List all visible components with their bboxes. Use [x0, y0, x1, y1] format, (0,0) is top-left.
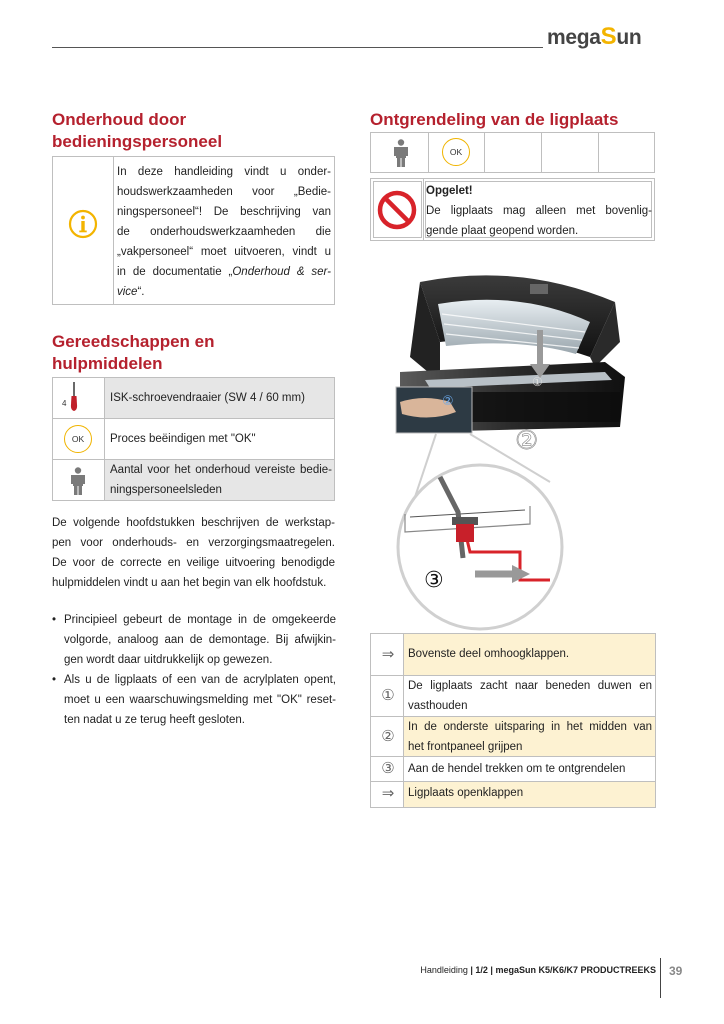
- screwdriver-size-label: 4: [62, 399, 67, 408]
- info-text: In deze handleiding vindt u onder- houdswerkzaamheden voor „Bedie- ningspersoneel“! De beschrijving van de onderhoudswerkzaamheden die „vakpersoneel“ moet uitvoeren, vindt u in de documentatie „Onderhoud & ser- vice“.: [117, 166, 331, 298]
- tool-screwdriver-text: ISK-schroevendraaier (SW 4 / 60 mm): [110, 392, 305, 404]
- step-text: In de onderste uitsparing in het midden van het frontpaneel grijpen: [408, 721, 652, 753]
- bullet-item: • Als u de ligplaats of een van de acrylplaten opent, moet u een waarschuwingsmelding met "OK" reset- ten nadat u ze terug heeft gesloten.: [52, 674, 336, 726]
- heading-unlock-bed: Ontgrendeling van de ligplaats: [370, 110, 619, 129]
- callout-3: ③: [424, 568, 444, 593]
- step-text: Aan de hendel trekken om te ontgrendelen: [408, 763, 626, 775]
- warning-box: [370, 178, 655, 241]
- callout-1: ①: [532, 375, 543, 389]
- footer-divider: [660, 958, 661, 998]
- arrow-icon: ⇒: [381, 646, 395, 663]
- step-number-3-icon: ③: [381, 760, 395, 777]
- step-text: Bovenste deel omhoogklappen.: [408, 648, 570, 660]
- footer-text: Handleiding | 1/2 | megaSun K5/K6/K7 PRODUCTREEKS: [420, 965, 656, 975]
- requirements-row: [370, 132, 655, 173]
- ok-icon: OK: [64, 425, 92, 453]
- step-number-1-icon: ①: [381, 687, 395, 704]
- ok-icon: OK: [442, 138, 470, 166]
- tool-person-text: Aantal voor het onderhoud vereiste bedie- ningspersoneelsleden: [110, 464, 332, 496]
- person-icon: [394, 139, 408, 167]
- megasun-logo: megaSun: [547, 23, 642, 50]
- step-number-2-icon: ②: [381, 728, 395, 745]
- header-rule: [52, 47, 543, 48]
- info-icon: [68, 209, 98, 239]
- heading-tools: Gereedschappen en hulpmiddelen: [52, 332, 215, 373]
- step-text: De ligplaats zacht naar beneden duwen en vasthouden: [408, 680, 652, 712]
- step-text: Ligplaats openklappen: [408, 787, 524, 799]
- tools-table: [52, 377, 335, 501]
- steps-table: [370, 633, 656, 808]
- info-box: [52, 156, 335, 305]
- tool-ok-text: Proces beëindigen met "OK": [110, 433, 256, 445]
- warning-text: Opgelet! De ligplaats mag alleen met bovenlig- gende plaat geopend worden.: [426, 185, 652, 237]
- solarium-illustration: [380, 262, 650, 632]
- callout-2-small: ②: [442, 394, 454, 409]
- arrow-icon: ⇒: [381, 785, 395, 802]
- callout-2: ②: [515, 426, 539, 456]
- prohibition-icon: [377, 190, 417, 230]
- page-number: 39: [669, 964, 683, 978]
- person-icon: [71, 467, 85, 495]
- heading-maintenance-operators: Onderhoud door bedieningspersoneel: [52, 110, 223, 151]
- bullet-item: • Principieel gebeurt de montage in de omgekeerde volgorde, analoog aan de demontage. Bij afwijkin- gen wordt daar uitdrukkelijk op gewezen.: [52, 614, 336, 666]
- intro-paragraph: De volgende hoofdstukken beschrijven de werkstap- pen voor onderhouds- en verzorgingsmaatregelen. De voor de correcte en veilige uitvoering benodigde hulpmiddelen vindt u aan het begin van elk hoofdstuk.: [52, 517, 335, 589]
